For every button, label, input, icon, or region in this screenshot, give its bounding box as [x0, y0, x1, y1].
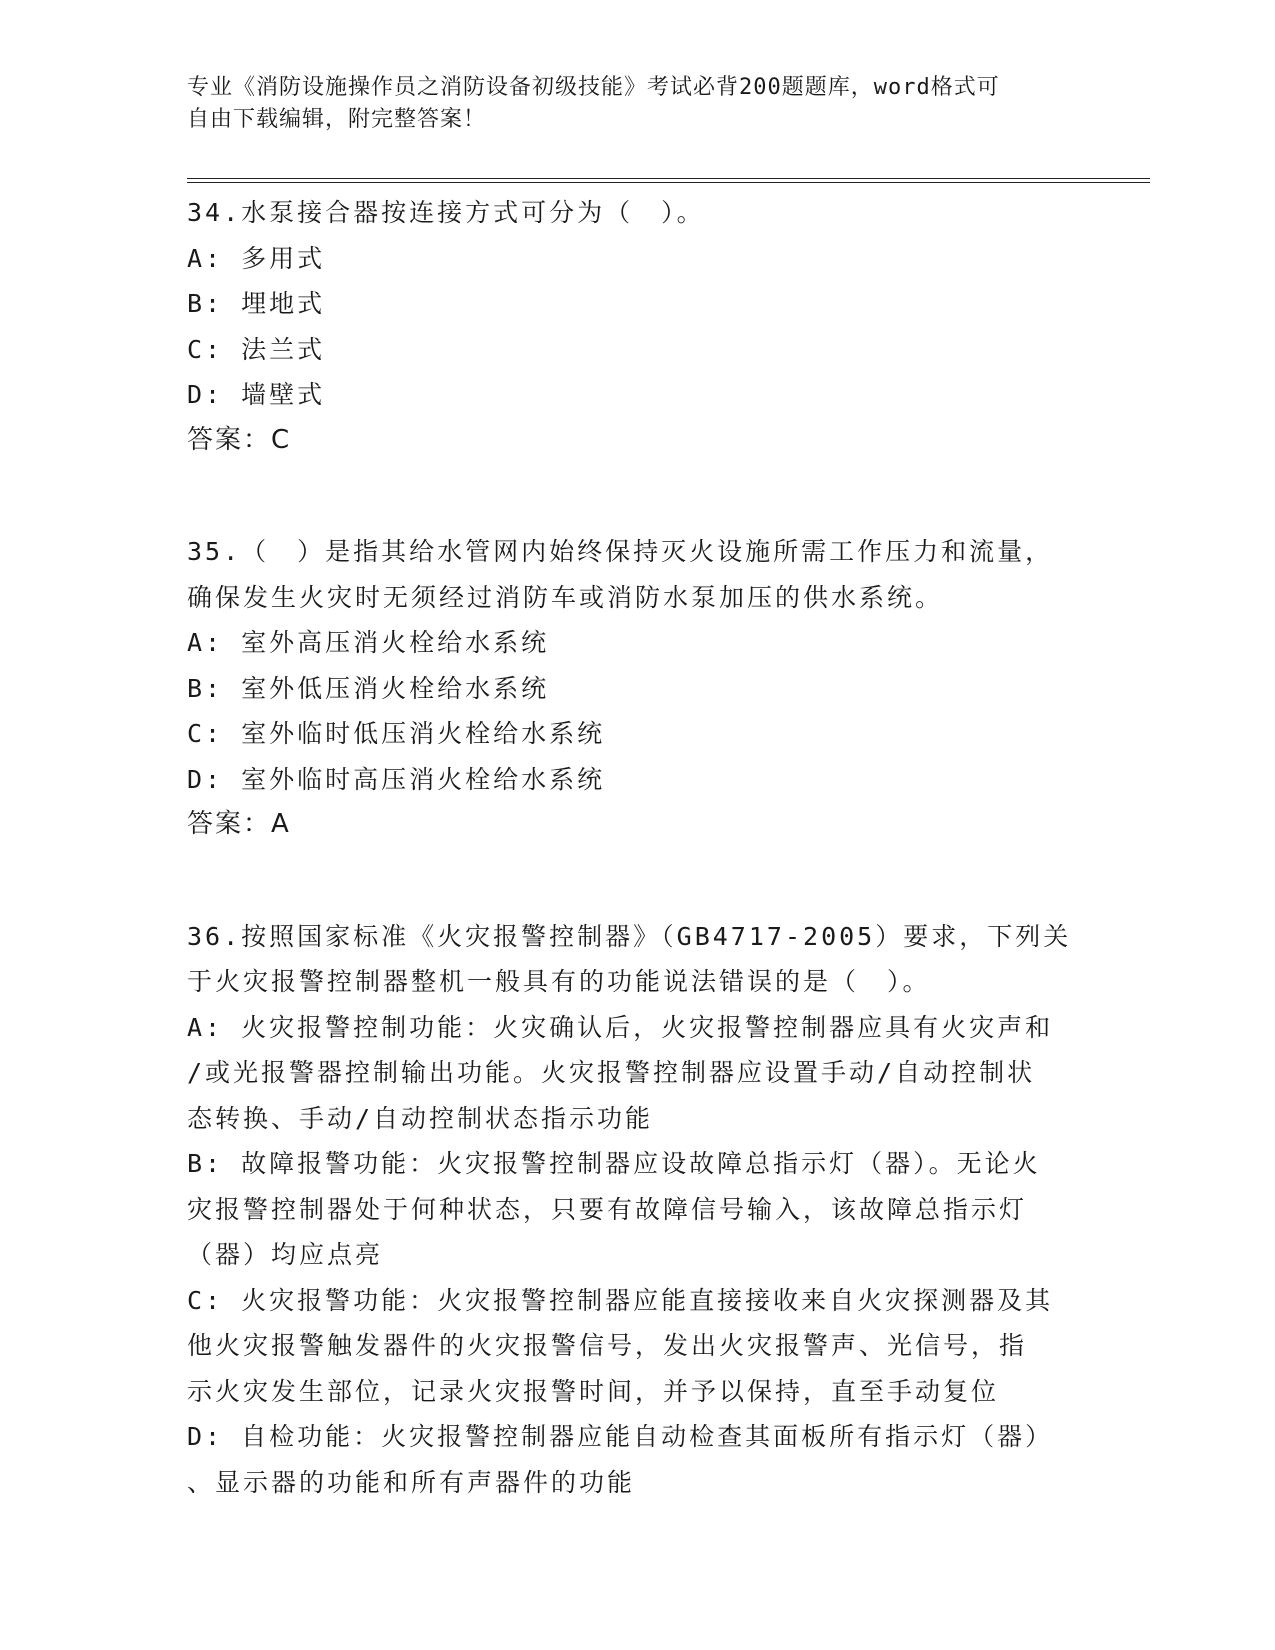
option-text-line: B: 故障报警功能：火灾报警控制器应设故障总指示灯（器）。无论火 [187, 1149, 1041, 1178]
answer-line: 答案：A [187, 809, 291, 839]
option-text-line: /或光报警器控制输出功能。火灾报警控制器应设置手动/自动控制状 [187, 1058, 1036, 1087]
option-text-line: 态转换、手动/自动控制状态指示功能 [187, 1103, 654, 1133]
option-b: B: 埋地式 [187, 289, 326, 318]
question-34 [187, 190, 1087, 463]
option-d [187, 1414, 1087, 1505]
header-line-2: 自由下载编辑，附完整答案！ [187, 107, 487, 132]
option-text-line: D: 自检功能：火灾报警控制器应能自动检查其面板所有指示灯（器） [187, 1422, 1054, 1451]
option-text-line: 他火灾报警触发器件的火灾报警信号，发出火灾报警声、光信号，指 [187, 1331, 1028, 1360]
option-a [187, 1005, 1087, 1142]
answer-line: 答案：C [187, 424, 292, 455]
option-c: C: 室外临时低压消火栓给水系统 [187, 719, 606, 748]
option-b [187, 1141, 1087, 1278]
option-text-line: C: 火灾报警功能：火灾报警控制器应能直接接收来自火灾探测器及其 [187, 1285, 1054, 1315]
option-d: D: 墙壁式 [187, 380, 326, 409]
header-divider [187, 178, 1150, 183]
option-a: A: 多用式 [187, 243, 326, 273]
option-c [187, 1278, 1087, 1415]
option-text-line: （器）均应点亮 [187, 1240, 384, 1269]
question-stem: 35.（ ）是指其给水管网内始终保持灭火设施所需工作压力和流量， [187, 537, 1054, 566]
option-c: C: 法兰式 [187, 334, 326, 364]
option-text-line: A: 火灾报警控制功能：火灾确认后，火灾报警控制器应具有火灾声和 [187, 1012, 1054, 1042]
question-36 [187, 914, 1087, 1506]
document-header [187, 72, 1067, 136]
question-stem: 于火灾报警控制器整机一般具有的功能说法错误的是（ ）。 [187, 967, 931, 996]
question-stem: 34.水泵接合器按连接方式可分为（ ）。 [187, 198, 705, 227]
option-text-line: 、显示器的功能和所有声器件的功能 [187, 1467, 636, 1497]
header-line-1: 专业《消防设施操作员之消防设备初级技能》考试必背200题题库，word格式可 [187, 75, 1000, 100]
option-text-line: 示火灾发生部位，记录火灾报警时间，并予以保持，直至手动复位 [187, 1376, 1000, 1406]
question-list [187, 190, 1087, 1571]
option-d: D: 室外临时高压消火栓给水系统 [187, 764, 606, 794]
option-text-line: 灾报警控制器处于何种状态，只要有故障信号输入，该故障总指示灯 [187, 1194, 1028, 1224]
option-a: A: 室外高压消火栓给水系统 [187, 628, 550, 657]
question-35 [187, 529, 1087, 848]
question-stem: 36.按照国家标准《火灾报警控制器》（GB4717-2005）要求，下列关 [187, 921, 1072, 951]
option-b: B: 室外低压消火栓给水系统 [187, 673, 550, 703]
question-stem: 确保发生火灾时无须经过消防车或消防水泵加压的供水系统。 [187, 582, 944, 612]
